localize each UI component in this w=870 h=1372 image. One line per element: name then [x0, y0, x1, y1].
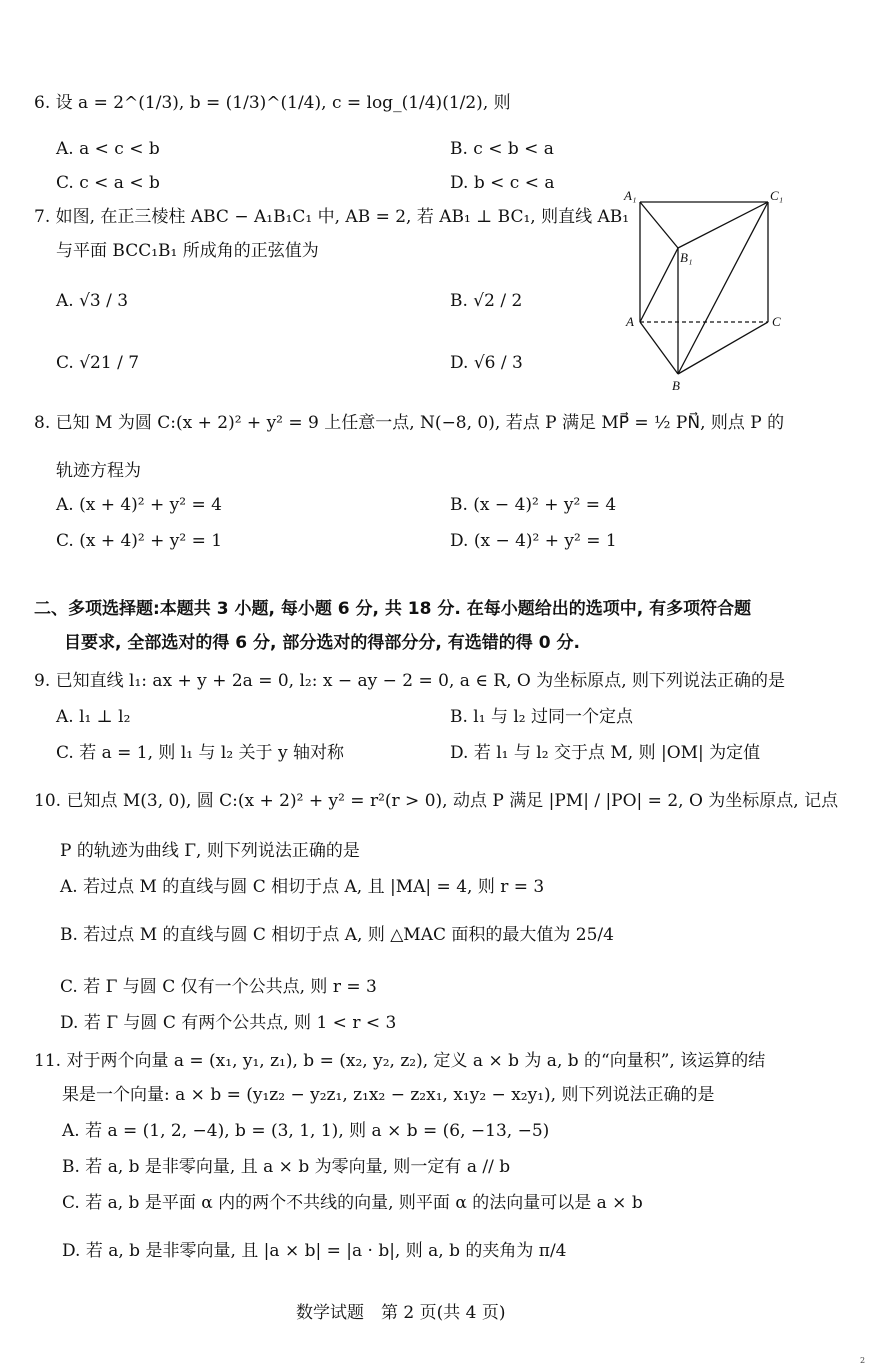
q11-stem-line1: 11. 对于两个向量 a = (x₁, y₁, z₁), b = (x₂, y₂, z₂), 定义 a × b 为 a, b 的“向量积”, 该运算的结	[34, 1051, 766, 1071]
q6-option-c: C. c < a < b	[56, 173, 160, 193]
corner-page-mark: 2	[860, 1356, 866, 1365]
q10-option-a: A. 若过点 M 的直线与圆 C 相切于点 A, 且 |MA| = 4, 则 r = 3	[60, 877, 545, 897]
section2-heading-line2: 目要求, 全部选对的得 6 分, 部分选对的得部分分, 有选错的得 0 分.	[64, 633, 580, 653]
q10-option-b: B. 若过点 M 的直线与圆 C 相切于点 A, 则 △MAC 面积的最大值为 25/4	[60, 925, 614, 945]
q11-option-b: B. 若 a, b 是非零向量, 且 a × b 为零向量, 则一定有 a // b	[62, 1157, 511, 1177]
q8-stem-line2: 轨迹方程为	[56, 461, 141, 481]
q6-option-a: A. a < c < b	[56, 139, 160, 159]
segment-ab1	[640, 248, 678, 322]
q9-option-a: A. l₁ ⊥ l₂	[56, 707, 131, 727]
q7-option-c: C. √21 / 7	[56, 353, 140, 373]
q10-stem-line1: 10. 已知点 M(3, 0), 圆 C:(x + 2)² + y² = r²(r > 0), 动点 P 满足 |PM| / |PO| = 2, O 为坐标原点, 记点	[34, 791, 839, 811]
q7-option-a: A. √3 / 3	[56, 291, 129, 311]
label-c1: C₁	[770, 188, 784, 203]
page-footer: 数学试题 第 2 页(共 4 页)	[296, 1303, 506, 1323]
q10-stem-line2: P 的轨迹为曲线 Γ, 则下列说法正确的是	[60, 841, 360, 861]
q8-option-a: A. (x + 4)² + y² = 4	[56, 495, 222, 515]
q7-stem-line2: 与平面 BCC₁B₁ 所成角的正弦值为	[56, 241, 319, 261]
q6-stem: 6. 设 a = 2^(1/3), b = (1/3)^(1/4), c = log_(1/4)(1/2), 则	[34, 93, 511, 113]
section2-heading-line1: 二、多项选择题:本题共 3 小题, 每小题 6 分, 共 18 分. 在每小题给出的选项中, 有多项符合题	[34, 599, 752, 619]
label-b: B	[672, 378, 680, 393]
q7-option-d: D. √6 / 3	[450, 353, 523, 373]
q8-stem-line1: 8. 已知 M 为圆 C:(x + 2)² + y² = 9 上任意一点, N(−8, 0), 若点 P 满足 MP⃗ = ½ PN⃗, 则点 P 的	[34, 413, 785, 433]
q8-option-b: B. (x − 4)² + y² = 4	[450, 495, 617, 515]
edge-a-b	[640, 322, 678, 374]
q11-option-a: A. 若 a = (1, 2, −4), b = (3, 1, 1), 则 a × b = (6, −13, −5)	[62, 1121, 550, 1141]
label-a: A	[626, 314, 634, 329]
q9-option-c: C. 若 a = 1, 则 l₁ 与 l₂ 关于 y 轴对称	[56, 743, 344, 763]
q11-option-d: D. 若 a, b 是非零向量, 且 |a × b| = |a · b|, 则 a, b 的夹角为 π/4	[62, 1241, 567, 1261]
q9-option-d: D. 若 l₁ 与 l₂ 交于点 M, 则 |OM| 为定值	[450, 743, 761, 763]
q9-option-b: B. l₁ 与 l₂ 过同一个定点	[450, 707, 634, 727]
q10-option-c: C. 若 Γ 与圆 C 仅有一个公共点, 则 r = 3	[60, 977, 377, 997]
q6-option-d: D. b < c < a	[450, 173, 555, 193]
q11-stem-line2: 果是一个向量: a × b = (y₁z₂ − y₂z₁, z₁x₂ − z₂x₁, x₁y₂ − x₂y₁), 则下列说法正确的是	[62, 1085, 715, 1105]
label-b1: B₁	[680, 250, 693, 265]
q10-option-d: D. 若 Γ 与圆 C 有两个公共点, 则 1 < r < 3	[60, 1013, 397, 1033]
label-a1: A₁	[624, 188, 637, 203]
q7-stem-line1: 7. 如图, 在正三棱柱 ABC − A₁B₁C₁ 中, AB = 2, 若 AB₁ ⊥ BC₁, 则直线 AB₁	[34, 207, 630, 227]
q8-option-c: C. (x + 4)² + y² = 1	[56, 531, 223, 551]
prism-figure	[620, 186, 790, 396]
q7-option-b: B. √2 / 2	[450, 291, 523, 311]
edge-b1-c1	[678, 202, 768, 248]
q6-option-b: B. c < b < a	[450, 139, 554, 159]
label-c: C	[772, 314, 781, 329]
q11-option-c: C. 若 a, b 是平面 α 内的两个不共线的向量, 则平面 α 的法向量可以是 a × b	[62, 1193, 643, 1213]
q9-stem: 9. 已知直线 l₁: ax + y + 2a = 0, l₂: x − ay − 2 = 0, a ∈ R, O 为坐标原点, 则下列说法正确的是	[34, 671, 786, 691]
edge-a1-b1	[640, 202, 678, 248]
q8-option-d: D. (x − 4)² + y² = 1	[450, 531, 617, 551]
